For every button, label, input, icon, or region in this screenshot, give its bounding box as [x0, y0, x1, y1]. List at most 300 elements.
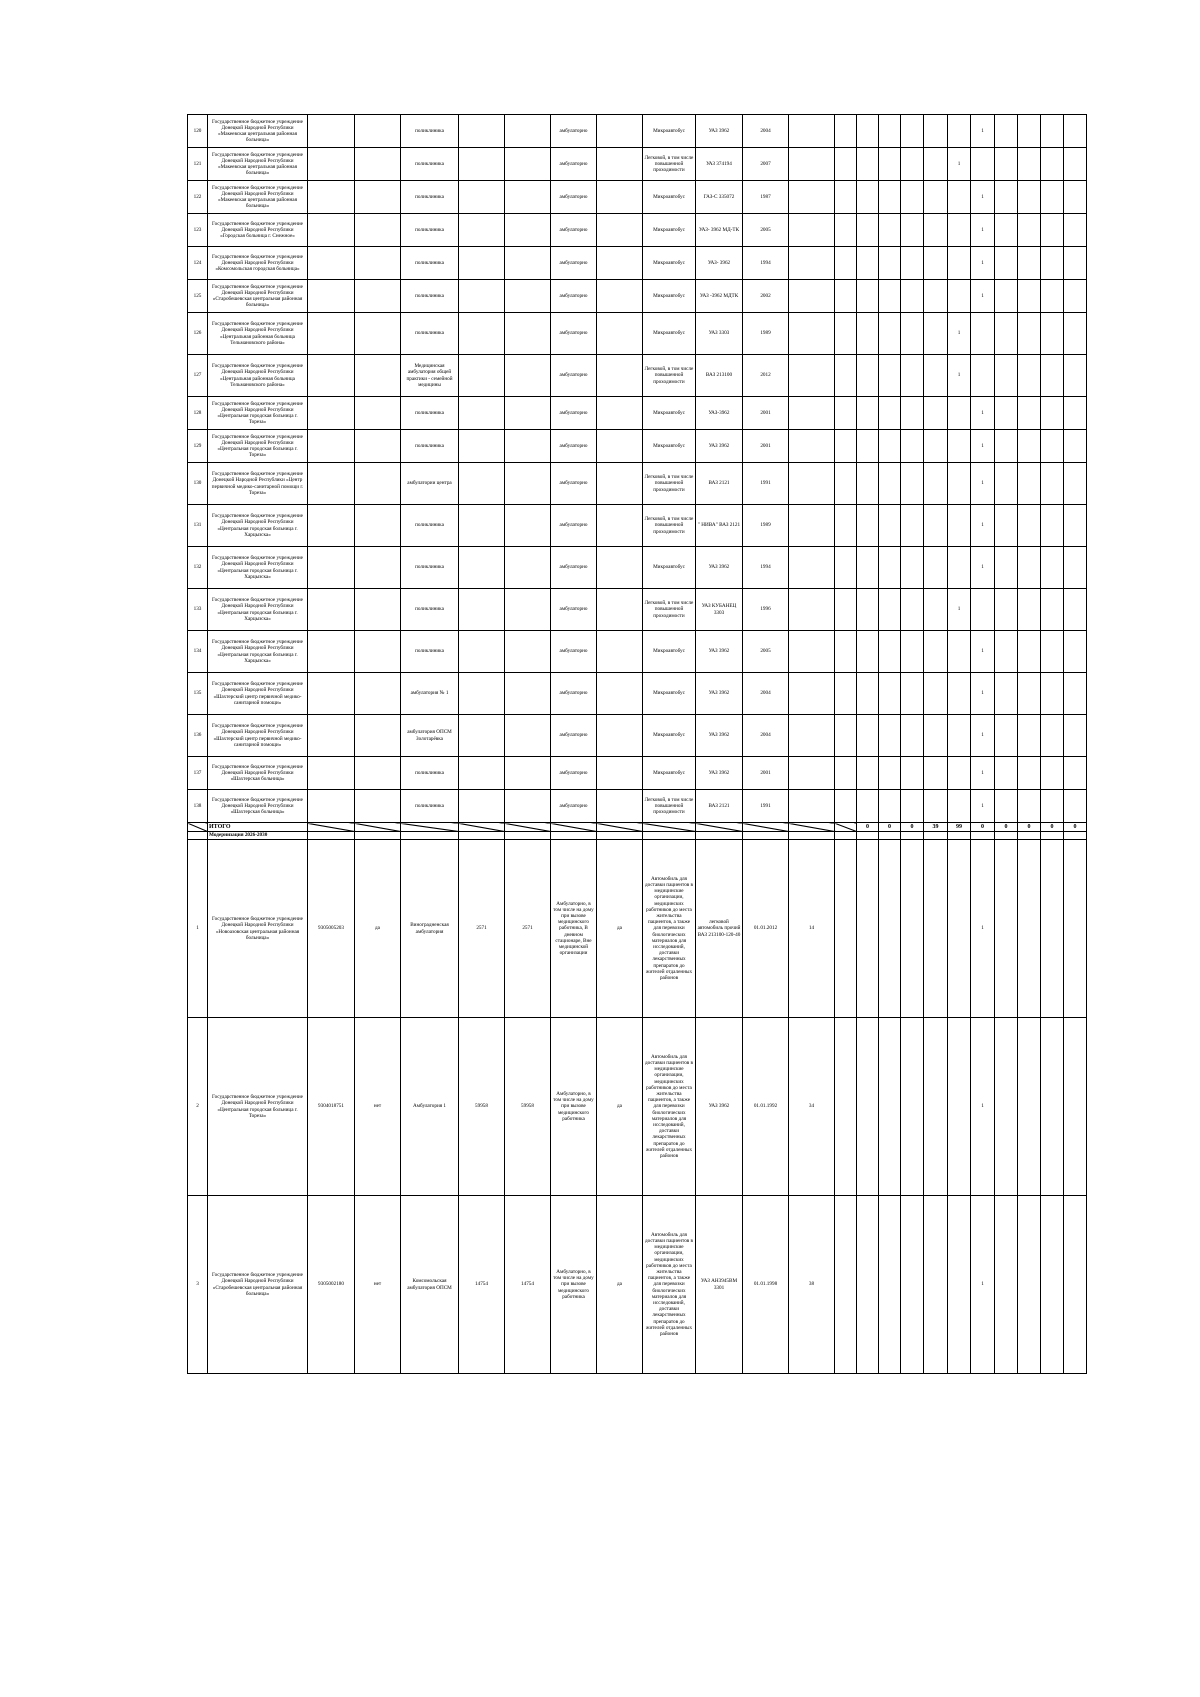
table-cell: [1064, 715, 1087, 757]
cell-model: УАЗ -3962 МДТК: [696, 280, 743, 313]
section-cell: [1041, 832, 1064, 840]
table-cell: [505, 115, 551, 148]
table-cell: [459, 115, 505, 148]
table-cell: [459, 313, 505, 355]
cell-unit: Комсомольская амбулатория ОПСМ: [401, 1196, 459, 1374]
table-cell: [879, 247, 901, 280]
table-cell: [835, 840, 857, 1018]
table-cell: [1064, 463, 1087, 505]
cell-purpose: Автомобиль для доставки пациентов в медицинские организации, медицинских работников до места жительства пациентов, а также для перевозки биологических материалов для исследований, доставки лекарственных препаратов до жителей отдаленных районов: [643, 1018, 696, 1196]
table-cell: [789, 631, 835, 673]
table-cell: [505, 547, 551, 589]
table-cell: [879, 547, 901, 589]
cell-n: 128: [188, 397, 208, 430]
cell-vtype: Микроавтобус: [643, 757, 696, 790]
table-cell: [924, 840, 948, 1018]
cell-care: амбулаторно: [551, 790, 597, 823]
table-cell: [901, 181, 924, 214]
section-cell: [308, 832, 355, 840]
cell-c2: 1: [971, 757, 995, 790]
cell-unit: амбулатория ОПСМ Золотарёвка: [401, 715, 459, 757]
table-cell: [597, 397, 643, 430]
cell-date: 01.01.1998: [743, 1196, 789, 1374]
table-cell: [1064, 631, 1087, 673]
table-cell: [924, 355, 948, 397]
table-cell: [505, 247, 551, 280]
table-cell: [1018, 547, 1041, 589]
cell-n: 121: [188, 148, 208, 181]
table-cell: [1041, 397, 1064, 430]
table-cell: [505, 505, 551, 547]
total-cell: [459, 823, 505, 832]
cell-age: 34: [789, 1018, 835, 1196]
cell-unit: поликлиника: [401, 280, 459, 313]
table-cell: [1064, 181, 1087, 214]
table-cell: [901, 247, 924, 280]
table-cell: [1018, 115, 1041, 148]
table-cell: [355, 463, 401, 505]
table-cell: [1018, 505, 1041, 547]
table-row: [188, 1196, 1087, 1374]
cell-n: 127: [188, 355, 208, 397]
table-cell: [597, 247, 643, 280]
total-cell: [505, 823, 551, 832]
cell-c2: 1: [971, 715, 995, 757]
table-cell: [355, 673, 401, 715]
table-cell: [901, 214, 924, 247]
table-cell: [1064, 430, 1087, 463]
cell-year: 1996: [743, 589, 789, 631]
table-cell: [857, 790, 879, 823]
cell-vtype: Легковой, в том числе повышенной проходимости: [643, 790, 696, 823]
table-cell: [835, 1196, 857, 1374]
table-cell: [879, 214, 901, 247]
cell-vtype: Микроавтобус: [643, 673, 696, 715]
table-cell: [901, 715, 924, 757]
cell-age: 14: [789, 840, 835, 1018]
table-cell: [459, 247, 505, 280]
cell-unit: поликлиника: [401, 148, 459, 181]
cell-care: амбулаторно: [551, 214, 597, 247]
table-cell: [1064, 673, 1087, 715]
cell-c1: 1: [948, 589, 971, 631]
cell-vtype: Микроавтобус: [643, 181, 696, 214]
cell-org: Государственное бюджетное учреждение Донецкой Народной Республики «Старобешевская центральная районная больница»: [208, 280, 308, 313]
cell-c2: 1: [971, 1196, 995, 1374]
cell-care: амбулаторно: [551, 397, 597, 430]
cell-n: 138: [188, 790, 208, 823]
table-cell: [901, 757, 924, 790]
cell-c2: [971, 589, 995, 631]
table-cell: [1041, 840, 1064, 1018]
table-cell: [924, 589, 948, 631]
table-cell: [1041, 505, 1064, 547]
table-cell: [597, 181, 643, 214]
table-cell: [835, 463, 857, 505]
cell-flag: нет: [355, 1018, 401, 1196]
table-cell: [459, 430, 505, 463]
table-cell: [995, 790, 1018, 823]
total-value: 0: [1064, 823, 1087, 832]
table-cell: [995, 1196, 1018, 1374]
table-cell: [308, 715, 355, 757]
table-cell: [1018, 214, 1041, 247]
cell-year: 2001: [743, 757, 789, 790]
cell-model: УАЗ- 3962 МД-ТК: [696, 214, 743, 247]
table-cell: [308, 505, 355, 547]
table-cell: [355, 355, 401, 397]
cell-care: амбулаторно: [551, 115, 597, 148]
table-cell: [1018, 1196, 1041, 1374]
table-cell: [835, 355, 857, 397]
total-cell: [355, 823, 401, 832]
table-cell: [857, 589, 879, 631]
table-cell: [355, 757, 401, 790]
table-cell: [789, 115, 835, 148]
table-cell: [995, 840, 1018, 1018]
table-cell: [355, 280, 401, 313]
cell-year: 1994: [743, 247, 789, 280]
table-cell: [995, 115, 1018, 148]
table-row: [188, 840, 1087, 1018]
section-cell: [924, 832, 948, 840]
table-cell: [901, 397, 924, 430]
cell-unit: поликлиника: [401, 247, 459, 280]
cell-year: 1989: [743, 313, 789, 355]
table-cell: [1064, 313, 1087, 355]
table-cell: [459, 148, 505, 181]
section-cell: [188, 832, 208, 840]
table-cell: [924, 505, 948, 547]
table-cell: [857, 1196, 879, 1374]
table-cell: [924, 181, 948, 214]
table-cell: [1018, 355, 1041, 397]
table-cell: [835, 115, 857, 148]
cell-c2: 1: [971, 181, 995, 214]
cell-p1: 2571: [459, 840, 505, 1018]
cell-c1: [948, 757, 971, 790]
cell-flag2: да: [597, 840, 643, 1018]
cell-n: 2: [188, 1018, 208, 1196]
cell-vtype: Микроавтобус: [643, 715, 696, 757]
table-row: [188, 673, 1087, 715]
cell-n: 131: [188, 505, 208, 547]
table-cell: [308, 463, 355, 505]
table-cell: [308, 148, 355, 181]
cell-org: Государственное бюджетное учреждение Донецкой Народной Республики «Шахтерский центр первичной медико-санитарной помощи»: [208, 673, 308, 715]
cell-unit: поликлиника: [401, 631, 459, 673]
cell-c1: [948, 463, 971, 505]
table-row: [188, 397, 1087, 430]
table-cell: [1041, 757, 1064, 790]
table-cell: [355, 148, 401, 181]
cell-model: УАЗ АН3945ВМ 3301: [696, 1196, 743, 1374]
cell-n: 136: [188, 715, 208, 757]
cell-model: УАЗ 3962: [696, 1018, 743, 1196]
table-cell: [857, 214, 879, 247]
table-cell: [924, 280, 948, 313]
cell-n: 135: [188, 673, 208, 715]
table-cell: [459, 589, 505, 631]
table-cell: [857, 463, 879, 505]
table-cell: [597, 214, 643, 247]
cell-c1: 1: [948, 148, 971, 181]
table-cell: [1041, 631, 1064, 673]
table-cell: [1018, 589, 1041, 631]
cell-date: 01.01.2012: [743, 840, 789, 1018]
table-cell: [901, 790, 924, 823]
table-cell: [924, 463, 948, 505]
table-cell: [924, 397, 948, 430]
table-cell: [1041, 214, 1064, 247]
cell-org: Государственное бюджетное учреждение Донецкой Народной Республики «Центральная городская больница г. Тореза»: [208, 430, 308, 463]
cell-model: УАЗ 3962: [696, 547, 743, 589]
table-cell: [835, 214, 857, 247]
cell-vtype: Микроавтобус: [643, 115, 696, 148]
table-cell: [995, 355, 1018, 397]
table-cell: [901, 547, 924, 589]
cell-vtype: Легковой, в том числе повышенной проходимости: [643, 505, 696, 547]
table-cell: [901, 589, 924, 631]
cell-model: УАЗ 3303: [696, 313, 743, 355]
table-cell: [597, 280, 643, 313]
cell-p2: 59958: [505, 1018, 551, 1196]
total-cell: [308, 823, 355, 832]
table-cell: [1041, 430, 1064, 463]
table-cell: [355, 430, 401, 463]
total-cell: [696, 823, 743, 832]
cell-c1: [948, 631, 971, 673]
table-cell: [995, 397, 1018, 430]
table-cell: [835, 757, 857, 790]
table-cell: [1018, 430, 1041, 463]
table-cell: [901, 1018, 924, 1196]
table-cell: [901, 631, 924, 673]
cell-unit: поликлиника: [401, 115, 459, 148]
table-cell: [1064, 115, 1087, 148]
total-label: ИТОГО: [208, 823, 308, 832]
cell-n: 137: [188, 757, 208, 790]
cell-purpose: Автомобиль для доставки пациентов в медицинские организации, медицинских работников до места жительства пациентов, а также для перевозки биологических материалов для исследований, доставки лекарственных препаратов до жителей отдаленных районов: [643, 1196, 696, 1374]
table-cell: [857, 115, 879, 148]
cell-n: 1: [188, 840, 208, 1018]
table-cell: [597, 463, 643, 505]
table-cell: [835, 790, 857, 823]
table-cell: [597, 115, 643, 148]
table-cell: [308, 115, 355, 148]
table-cell: [835, 589, 857, 631]
table-cell: [1041, 547, 1064, 589]
table-cell: [857, 505, 879, 547]
cell-vtype: Микроавтобус: [643, 313, 696, 355]
table-cell: [879, 589, 901, 631]
table-cell: [789, 547, 835, 589]
cell-org: Государственное бюджетное учреждение Донецкой Народной Республики «Центр первичной медико-санитарной помощи г. Тореза»: [208, 463, 308, 505]
table-cell: [459, 505, 505, 547]
table-cell: [1041, 115, 1064, 148]
cell-model: УАЗ- 3962: [696, 247, 743, 280]
cell-c1: 1: [948, 313, 971, 355]
table-cell: [597, 589, 643, 631]
table-row: [188, 280, 1087, 313]
table-cell: [1018, 397, 1041, 430]
section-cell: [696, 832, 743, 840]
table-cell: [835, 247, 857, 280]
table-cell: [459, 397, 505, 430]
cell-year: 2007: [743, 148, 789, 181]
table-cell: [355, 505, 401, 547]
table-row: [188, 505, 1087, 547]
table-cell: [308, 547, 355, 589]
cell-c1: [948, 790, 971, 823]
cell-inn: 9305002180: [308, 1196, 355, 1374]
cell-unit: амбулатории центра: [401, 463, 459, 505]
section-cell: [1018, 832, 1041, 840]
total-value: 0: [995, 823, 1018, 832]
cell-care: амбулаторно: [551, 355, 597, 397]
table-cell: [857, 757, 879, 790]
total-value: 0: [857, 823, 879, 832]
table-cell: [1064, 840, 1087, 1018]
cell-c1: [948, 214, 971, 247]
cell-org: Государственное бюджетное учреждение Донецкой Народной Республики «Макеевская центральная районная больница»: [208, 181, 308, 214]
cell-org: Государственное бюджетное учреждение Донецкой Народной Республики «Центральная городская больница г. Харцызска»: [208, 547, 308, 589]
table-cell: [1041, 790, 1064, 823]
table-cell: [879, 1018, 901, 1196]
total-value: 0: [879, 823, 901, 832]
table-cell: [995, 148, 1018, 181]
cell-flag2: да: [597, 1196, 643, 1374]
table-cell: [308, 247, 355, 280]
table-cell: [355, 790, 401, 823]
table-cell: [1018, 715, 1041, 757]
table-cell: [1041, 148, 1064, 181]
cell-vtype: Микроавтобус: [643, 631, 696, 673]
cell-vtype: Микроавтобус: [643, 280, 696, 313]
cell-unit: поликлиника: [401, 589, 459, 631]
table-cell: [1041, 1018, 1064, 1196]
cell-n: 133: [188, 589, 208, 631]
table-cell: [355, 715, 401, 757]
table-cell: [835, 673, 857, 715]
section-cell: [505, 832, 551, 840]
table-row: [188, 181, 1087, 214]
cell-org: Государственное бюджетное учреждение Донецкой Народной Республики «Центральная районная больница Тельмановского района»: [208, 355, 308, 397]
cell-model: УАЗ 3962: [696, 673, 743, 715]
table-cell: [995, 1018, 1018, 1196]
table-row: [188, 463, 1087, 505]
table-cell: [835, 1018, 857, 1196]
table-cell: [924, 115, 948, 148]
table-cell: [789, 589, 835, 631]
table-cell: [505, 181, 551, 214]
table-cell: [857, 148, 879, 181]
cell-unit: поликлиника: [401, 181, 459, 214]
table-cell: [789, 715, 835, 757]
cell-c2: 1: [971, 673, 995, 715]
table-cell: [1041, 589, 1064, 631]
section-cell: [643, 832, 696, 840]
cell-unit: амбулатория № 1: [401, 673, 459, 715]
cell-org: Государственное бюджетное учреждение Донецкой Народной Республики «Центральная городская больница г. Тореза»: [208, 1018, 308, 1196]
table-cell: [995, 631, 1018, 673]
table-cell: [857, 673, 879, 715]
table-cell: [924, 547, 948, 589]
table-cell: [1041, 355, 1064, 397]
table-cell: [948, 1196, 971, 1374]
total-cell: [743, 823, 789, 832]
table-cell: [879, 181, 901, 214]
table-cell: [879, 430, 901, 463]
table-row: [188, 757, 1087, 790]
table-row: [188, 1018, 1087, 1196]
table-cell: [1064, 1018, 1087, 1196]
table-cell: [505, 790, 551, 823]
table-cell: [1041, 280, 1064, 313]
table-cell: [857, 547, 879, 589]
table-row: [188, 631, 1087, 673]
table-cell: [355, 589, 401, 631]
table-cell: [1018, 148, 1041, 181]
cell-care: амбулаторно: [551, 715, 597, 757]
table-cell: [505, 355, 551, 397]
cell-org: Государственное бюджетное учреждение Донецкой Народной Республики «Центральная городская больница г. Харцызска»: [208, 589, 308, 631]
table-cell: [924, 715, 948, 757]
table-cell: [789, 214, 835, 247]
cell-c1: [948, 115, 971, 148]
cell-c1: [948, 715, 971, 757]
cell-care: амбулаторно: [551, 547, 597, 589]
section-row: [188, 832, 1087, 840]
cell-purpose: Автомобиль для доставки пациентов в медицинские организации, медицинских работников до места жительства пациентов, а также для перевозки биологических материалов для исследований, доставки лекарственных препаратов до жителей отдаленных районов: [643, 840, 696, 1018]
table-cell: [1064, 790, 1087, 823]
table-cell: [355, 547, 401, 589]
cell-n: 125: [188, 280, 208, 313]
table-cell: [1018, 673, 1041, 715]
cell-model: УАЗ КУБАНЕЦ 3303: [696, 589, 743, 631]
table-cell: [308, 280, 355, 313]
section-cell: [901, 832, 924, 840]
section-cell: [355, 832, 401, 840]
table-cell: [901, 148, 924, 181]
cell-care: Амбулаторно, в том числе на дому при вызове медицинского работника, В дневном стационаре, Вне медицинской организации: [551, 840, 597, 1018]
table-cell: [995, 505, 1018, 547]
cell-n: 124: [188, 247, 208, 280]
total-value: 39: [924, 823, 948, 832]
table-cell: [1018, 313, 1041, 355]
section-cell: [857, 832, 879, 840]
table-cell: [459, 790, 505, 823]
cell-vtype: Микроавтобус: [643, 547, 696, 589]
total-value: 0: [971, 823, 995, 832]
cell-c2: 1: [971, 463, 995, 505]
cell-care: Амбулаторно, в том числе на дому при вызове медицинского работника: [551, 1196, 597, 1374]
cell-c2: [971, 148, 995, 181]
section-cell: [835, 832, 857, 840]
table-cell: [789, 757, 835, 790]
total-value: 0: [1018, 823, 1041, 832]
table-cell: [459, 355, 505, 397]
table-cell: [789, 673, 835, 715]
table-cell: [995, 715, 1018, 757]
table-cell: [597, 313, 643, 355]
table-cell: [505, 631, 551, 673]
total-cell: [789, 823, 835, 832]
cell-year: 2004: [743, 673, 789, 715]
table-row: [188, 547, 1087, 589]
table-row: [188, 148, 1087, 181]
table-cell: [901, 673, 924, 715]
